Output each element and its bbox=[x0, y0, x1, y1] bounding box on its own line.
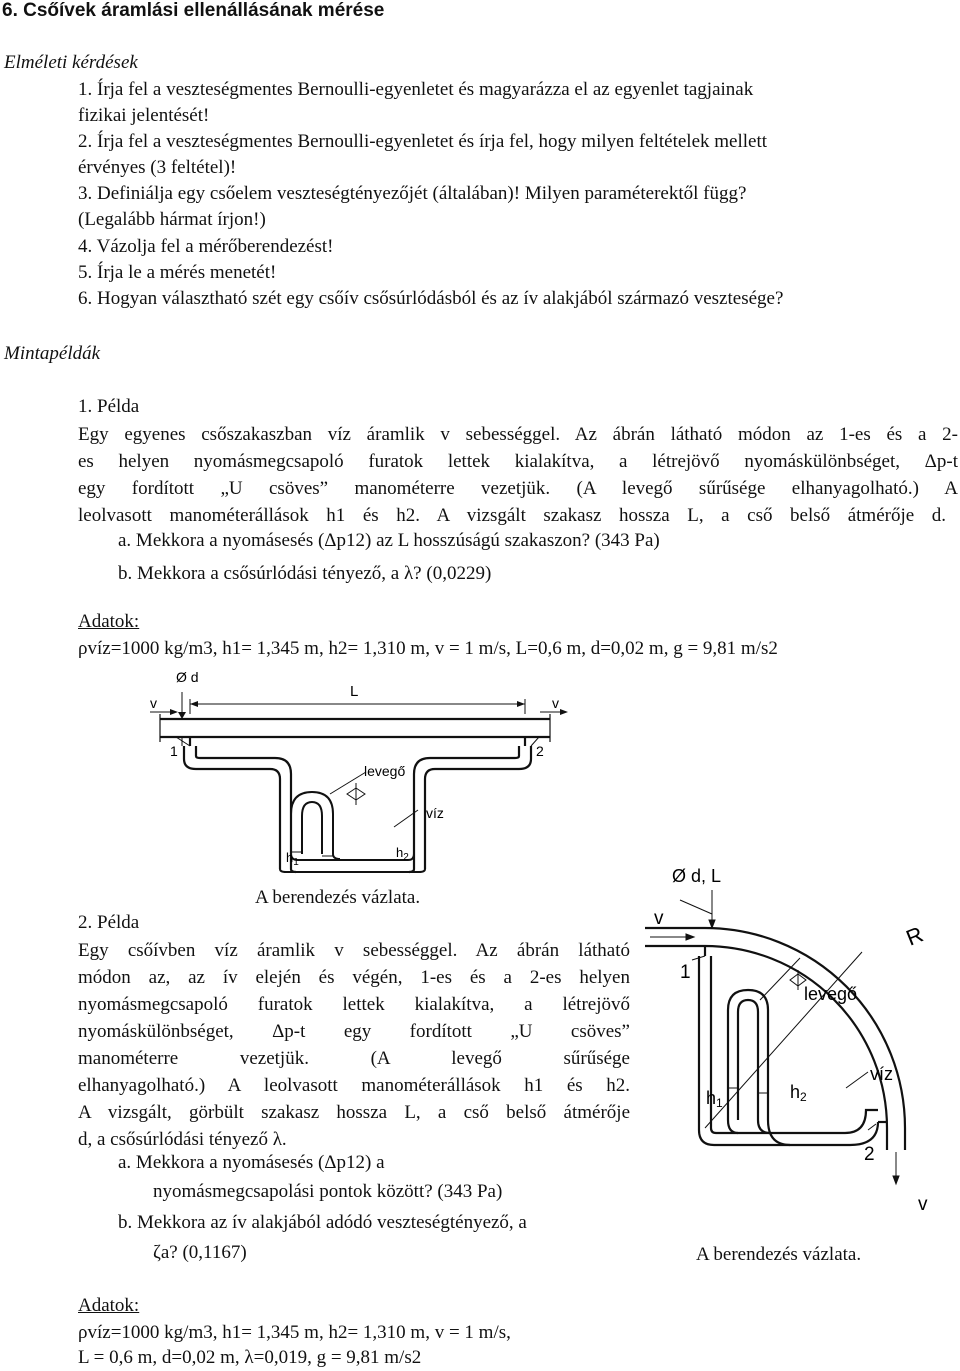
example2-question-a-cont: nyomásmegcsapolási pontok között? (343 Pa) bbox=[153, 1181, 503, 1202]
fig2-label-v-bottom: v bbox=[918, 1194, 928, 1215]
fig1-label-L: L bbox=[350, 683, 359, 700]
example1-data-line: ρvíz=1000 kg/m3, h1= 1,345 m, h2= 1,310 m, v = 1 m/s, L=0,6 m, d=0,02 m, g = 9,81 m/s2 bbox=[78, 638, 778, 659]
example1-line: es helyen nyomásmegcsapoló furatok lettek kialakítva, a létrejövő nyomáskülönbséget, Δp-t bbox=[78, 451, 958, 472]
theory-line: (Legalább hármat írjon!) bbox=[78, 209, 266, 230]
fig2-label-v-top: v bbox=[654, 908, 664, 929]
example1-paragraph bbox=[78, 424, 958, 527]
example2-question-a: a. Mekkora a nyomásesés (Δp12) a bbox=[118, 1152, 385, 1173]
example2-line: nyomásmegcsapoló furatok lettek kialakítva, a létrejövő bbox=[78, 994, 630, 1015]
example2-paragraph bbox=[78, 940, 630, 1151]
theory-line: fizikai jelentését! bbox=[78, 105, 210, 126]
example2-line: Egy csőívben víz áramlik v sebességgel. Az ábrán látható bbox=[78, 940, 630, 961]
example2-line: módon az, az ív elején és végén, 1-es és a 2-es helyen bbox=[78, 967, 630, 988]
example2-figure bbox=[640, 860, 950, 1240]
theory-line: érvényes (3 feltétel)! bbox=[78, 157, 237, 178]
fig2-label-h2: h2 bbox=[790, 1082, 807, 1104]
theory-line: 6. Hogyan választható szét egy csőív csősúrlódásból és az ív alakjából származó vesztesége? bbox=[78, 288, 784, 309]
example2-question-b: b. Mekkora az ív alakjából adódó veszteségtényező, a bbox=[118, 1212, 527, 1233]
fig2-label-R: R bbox=[902, 921, 927, 951]
fig1-label-h2: $h_2$ bbox=[396, 845, 409, 863]
fig2-label-air: levegő bbox=[804, 984, 858, 1004]
fig1-label-1: 1 bbox=[170, 743, 178, 759]
example2-line: A vizsgált, görbült szakasz hossza L, a cső belső átmérője bbox=[78, 1102, 630, 1123]
theory-line: 1. Írja fel a veszteségmentes Bernoulli-egyenletet és magyarázza el az egyenlet tagjainak bbox=[78, 79, 754, 100]
example2-data-heading: Adatok: bbox=[78, 1295, 140, 1316]
example2-data-line1: ρvíz=1000 kg/m3, h1= 1,345 m, h2= 1,310 m, v = 1 m/s, bbox=[78, 1322, 511, 1343]
theory-heading: Elméleti kérdések bbox=[4, 52, 138, 73]
example2-caption: A berendezés vázlata. bbox=[696, 1244, 862, 1265]
fig2-label-water: víz bbox=[870, 1064, 894, 1084]
fig2-label-1: 1 bbox=[680, 962, 691, 983]
theory-line: 4. Vázolja fel a mérőberendezést! bbox=[78, 236, 334, 257]
example2-title: 2. Példa bbox=[78, 912, 140, 933]
example1-title: 1. Példa bbox=[78, 396, 140, 417]
fig1-label-v-right: v bbox=[552, 695, 559, 711]
theory-line: 5. Írja le a mérés menetét! bbox=[78, 262, 277, 283]
fig2-label-h1: h1 bbox=[706, 1088, 723, 1110]
fig1-label-od: Ø d bbox=[176, 669, 199, 685]
theory-line: 3. Definiálja egy csőelem veszteségtényezőjét (általában)! Milyen paraméterektől függ? bbox=[78, 183, 747, 204]
example2-line: elhanyagolható.) A leolvasott manométerállások h1 és h2. bbox=[78, 1075, 630, 1096]
fig2-label-odl: Ø d, L bbox=[672, 866, 722, 886]
fig2-label-2: 2 bbox=[864, 1144, 875, 1165]
fig1-label-water: víz bbox=[426, 805, 444, 821]
examples-heading: Mintapéldák bbox=[4, 343, 101, 364]
example2-data-line2: L = 0,6 m, d=0,02 m, λ=0,019, g = 9,81 m/s2 bbox=[78, 1347, 422, 1368]
example1-caption: A berendezés vázlata. bbox=[255, 887, 421, 908]
example2-line: manométerre vezetjük. (A levegő sűrűsége bbox=[78, 1048, 630, 1069]
example2-line: d, a csősúrlódási tényező λ. bbox=[78, 1129, 287, 1150]
example1-figure bbox=[140, 664, 580, 874]
example1-data-heading: Adatok: bbox=[78, 611, 140, 632]
theory-line: 2. Írja fel a veszteségmentes Bernoulli-egyenletet és írja fel, hogy milyen feltételek mellett bbox=[78, 131, 768, 152]
page-title: 6. Csőívek áramlási ellenállásának mérése bbox=[2, 0, 385, 21]
example1-line: egy fordított „U csöves” manométerre vezetjük. (A levegő sűrűsége elhanyagolható.) A bbox=[78, 478, 958, 499]
fig1-label-v-left: v bbox=[150, 695, 157, 711]
example2-question-b-cont: ζa? (0,1167) bbox=[153, 1242, 247, 1263]
example2-line: nyomáskülönbséget, Δp-t egy fordított „U csöves” bbox=[78, 1021, 630, 1042]
example1-line: leolvasott manométerállások h1 és h2. A vizsgált szakasz hossza L, a cső belső átmérője d. bbox=[78, 505, 946, 526]
fig1-label-h1: $h_1$ bbox=[286, 850, 299, 868]
fig1-label-air: levegő bbox=[364, 763, 406, 779]
example1-question-a: a. Mekkora a nyomásesés (Δp12) az L hosszúságú szakaszon? (343 Pa) bbox=[118, 530, 660, 551]
example1-line: Egy egyenes csőszakaszban víz áramlik v sebességgel. Az ábrán látható módon az 1-es és a 2- bbox=[78, 424, 958, 445]
fig1-label-2: 2 bbox=[536, 743, 544, 759]
example1-question-b: b. Mekkora a csősúrlódási tényező, a λ? (0,0229) bbox=[118, 563, 492, 584]
